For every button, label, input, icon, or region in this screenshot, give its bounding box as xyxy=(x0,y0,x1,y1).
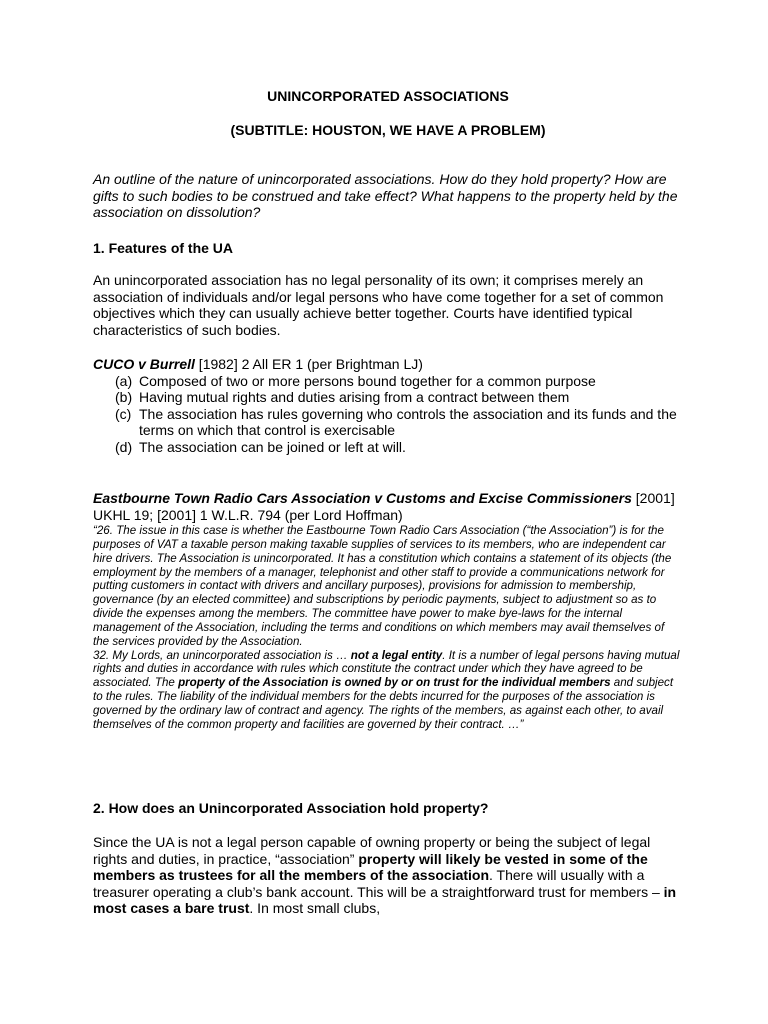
list-item-text: The association can be joined or left at will. xyxy=(139,438,406,455)
list-marker: (a) xyxy=(115,372,133,389)
list-marker: (b) xyxy=(115,389,133,405)
characteristics-list xyxy=(93,373,683,456)
case-citation: [1982] 2 All ER 1 (per Brightman LJ) xyxy=(194,356,423,372)
list-item-text: Composed of two or more persons bound together for a common purpose xyxy=(139,372,596,389)
list-item-text: Having mutual rights and duties arising from a contract between them xyxy=(139,389,570,405)
case-name: Eastbourne Town Radio Cars Association v Customs and Excise Commissioners xyxy=(93,490,632,506)
section-1-heading: 1. Features of the UA xyxy=(93,240,234,256)
paragraph-emphasis: in most cases a bare trust xyxy=(93,883,677,916)
list-item xyxy=(115,406,683,439)
case-name: CUCO v Burrell xyxy=(93,356,195,372)
quote-emphasis: not a legal entity xyxy=(350,648,443,662)
quote-paragraph-32 xyxy=(93,649,683,732)
case-citation: [2001] UKHL 19; [2001] 1 W.L.R. 794 (per Lord Hoffman) xyxy=(93,490,675,523)
list-item-text: The association has rules governing who controls the association and its funds and the terms on which that control is exercisable xyxy=(139,405,677,438)
list-item xyxy=(115,389,683,406)
quote-text: . It is a number of legal persons having mutual rights and duties in accordance with rules which constitute the contract under which they have agreed to be associated. The xyxy=(93,648,680,690)
list-item xyxy=(115,373,683,390)
paragraph-text: . There will usually with a treasurer operating a club’s bank account. This will be a straightforward trust for members – xyxy=(93,867,664,900)
case-eastbourne-heading xyxy=(93,490,683,523)
quote-paragraph-26: “26. The issue in this case is whether the Eastbourne Town Radio Cars Association (“the Association”) is for the purposes of VAT a taxable person making taxable supplies of services to its members, who are independent car hire drivers. The Association is unincorporated. It has a constitution which contains a statement of its objects (the employment by the members of a manager, telephonist and other staff to provide a communications network for putting customers in contact with drivers and ancillary purposes), provisions for admission to membership, governance (by an elected committee) and subscriptions by periodic payments, subject to adjustment so as to divide the expenses among the members. The committee have power to make bye-laws for the internal management of the Association, including the terms and conditions on which members may avail themselves of the services provided by the Association. xyxy=(93,524,672,648)
document-title: UNINCORPORATED ASSOCIATIONS xyxy=(267,88,509,104)
intro-paragraph: An outline of the nature of unincorporated associations. How do they hold property? How are gifts to such bodies to be construed and take effect? What happens to the property held by the association on dissolution? xyxy=(93,171,678,220)
list-marker: (c) xyxy=(115,405,132,422)
paragraph-text: . In most small clubs, xyxy=(249,900,381,916)
case-heading xyxy=(93,356,683,373)
section-2-paragraph xyxy=(93,834,683,917)
list-marker: (d) xyxy=(115,438,133,455)
section-2-heading: 2. How does an Unincorporated Association hold property? xyxy=(93,800,489,816)
section-1-paragraph: An unincorporated association has no legal personality of its own; it comprises merely an association of individuals and/or legal persons who have come together for a set of common objectives which they can usually achieve better together. Courts have identified typical characteristics of such bodies. xyxy=(93,272,664,338)
quote-emphasis: property of the Association is owned by or on trust for the individual members xyxy=(178,676,611,690)
paragraph-emphasis: property will likely be vested in some of the members as trustees for all the members of the association xyxy=(93,850,648,883)
document-subtitle: (SUBTITLE: HOUSTON, WE HAVE A PROBLEM) xyxy=(230,122,546,138)
paragraph-text: Since the UA is not a legal person capable of owning property or being the subject of legal rights and duties, in practice, “association” xyxy=(93,834,651,867)
case-quote xyxy=(93,524,683,732)
quote-text: and subject to the rules. The liability of the individual members for the debts incurred for the purposes of the association is governed by the ordinary law of contract and agency. The rights of the members, as against each other, to avail themselves of the common property and facilities are governed by their contract. …” xyxy=(93,676,674,731)
quote-text: 32. My Lords, an unincorporated association is … xyxy=(93,648,351,662)
case-cuco-burrell xyxy=(93,356,683,455)
list-item xyxy=(115,439,683,456)
